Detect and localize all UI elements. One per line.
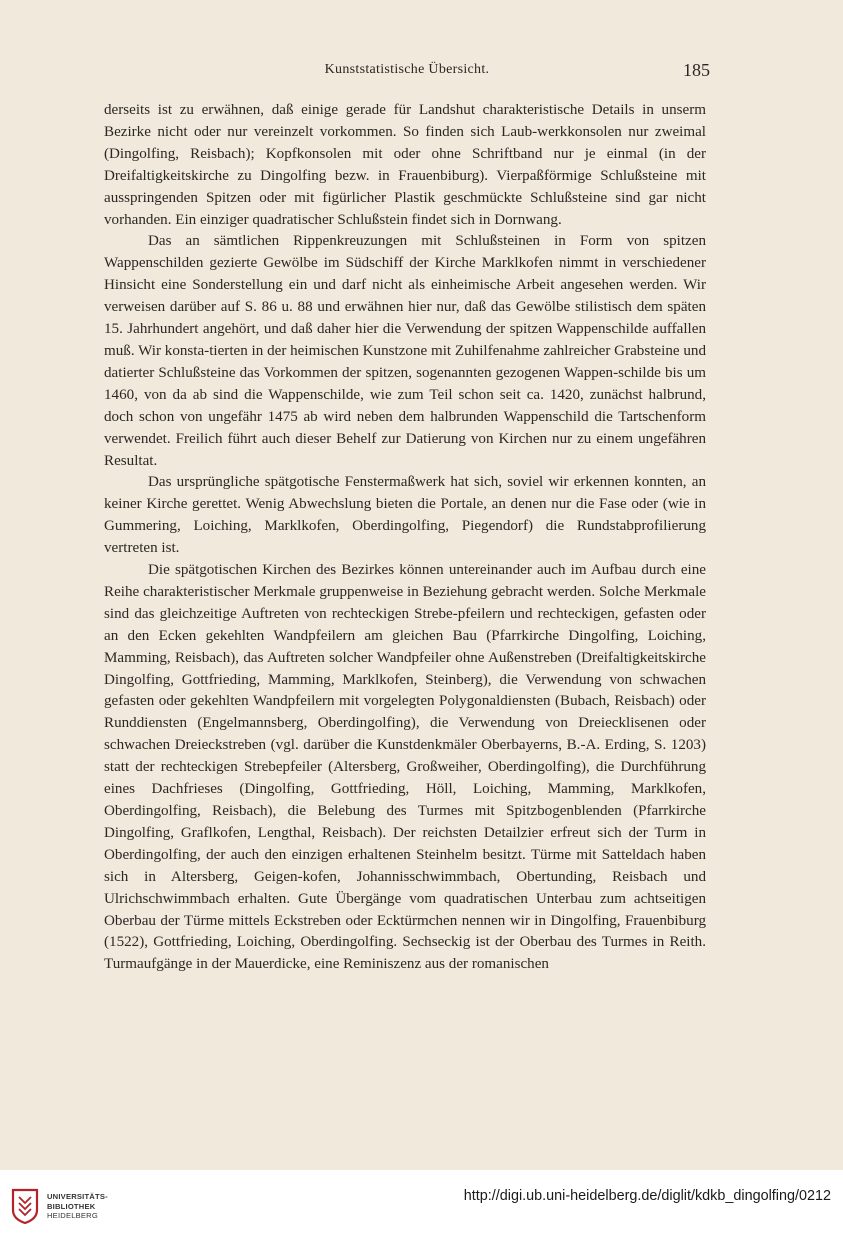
page-number: 185 — [683, 60, 710, 80]
footer-bar — [0, 1170, 843, 1241]
paragraph: Die spätgotischen Kirchen des Bezirkes können untereinander auch im Aufbau durch eine Reihe charakteristischer Merkmale gruppenweise in Beziehung gebracht werden. Solche Merkmale sind das gleichzeitige Auftreten von rechteckigen Strebe-pfeilern und rechteckigen, gefasten oder an den Ecken gekehlten Wandpfeilern am gleichen Bau (Pfarrkirche Dingolfing, Loiching, Mamming, Reisbach), das Auftreten solcher Wandpfeiler ohne Außenstreben (Dreifaltigkeitskirche Dingolfing, Gottfrieding, Mamming, Marklkofen, Steinberg), die Verwendung von schwachen gefasten oder gekehlten Wandpfeilern mit vorgelegten Polygonaldiensten (Bubach, Reisbach) oder Runddiensten (Engelmannsberg, Oberdingolfing), die Verwendung von Dreiecklisenen oder schwachen Dreieckstreben (vgl. darüber die Kunstdenkmäler Oberbayerns, B.-A. Erding, S. 1203) statt der rechteckigen Strebepfeiler (Altersberg, Großweiher, Oberdingolfing), die Durchführung eines Dachfrieses (Dingolfing, Gottfrieding, Höll, Loiching, Mamming, Marklkofen, Oberdingolfing, Reisbach), die Belebung des Turmes mit Spitzbogenblenden (Pfarrkirche Dingolfing, Graflkofen, Lengthal, Reisbach). Der reichsten Detailzier erfreut sich der Turm in Oberdingolfing, der auch den einzigen erhaltenen Steinhelm besitzt. Türme mit Satteldach haben sich in Altersberg, Geigen-kofen, Johannisschwimmbach, Obertunding, Reisbach und Ulrichschwimmbach erhalten. Gute Übergänge vom quadratischen Unterbau zum achtseitigen Oberbau der Türme mittels Eckstreben oder Ecktürmchen nennen wir in Dingolfing, Frauenbiburg (1522), Gottfrieding, Loiching, Oberdingolfing. Sechseckig ist der Oberbau des Turmes in Reith. Turmaufgänge in der Mauerdicke, eine Reminiszenz aus der romanischen — [104, 562, 706, 973]
paragraph: Das an sämtlichen Rippenkreuzungen mit Schlußsteinen in Form von spitzen Wappenschilden gezierte Gewölbe im Südschiff der Kirche Marklkofen nimmt in verschiedener Hinsicht eine Sonderstellung ein und darf nicht als einheimische Arbeit angesehen werden. Wir verweisen darüber auf S. 86 u. 88 und erwähnen hier nur, daß das Gewölbe stilistisch dem späten 15. Jahrhundert angehört, und daß daher hier die Verwendung der spitzen Wappenschilde auffallen muß. Wir konsta-tierten in der heimischen Kunstzone mit Zuhilfenahme zahlreicher Grabsteine und datierter Schlußsteine das Vorkommen der spitzen, sogenannten gezogenen Wappen-schilde bis um 1460, von da ab sind die Wappenschilde, wie zum Teil schon seit ca. 1420, zunächst halbrund, doch schon von ungefähr 1475 ab wird neben dem halbrunden Wappenschild die Tartschenform verwendet. Freilich führt auch dieser Behelf zur Datierung von Kirchen nur zu einem ungefähren Resultat. — [104, 233, 706, 469]
source-url[interactable]: http://digi.ub.uni-heidelberg.de/diglit/kdkb_dingolfing/0212 — [463, 1188, 831, 1204]
body-text — [104, 100, 706, 976]
logo-line-1: UNIVERSITÄTS- — [47, 1192, 108, 1201]
paragraph: derseits ist zu erwähnen, daß einige gerade für Landshut charakteristische Details in unserm Bezirke nicht oder nur vereinzelt vorkommen. So finden sich Laub-werkkonsolen nur zweimal (Dingolfing, Reisbach); Kopfkonsolen mit oder ohne Schriftband nur je einmal (in der Dreifaltigkeitskirche zu Dingolfing bezw. in Frauenbiburg). Vierpaßförmige Schlußsteine mit ausspringenden Spitzen oder mit figürlicher Plastik geschmückte Schlußsteine sind gar nicht vorhanden. Ein einziger quadratischer Schlußstein findet sich in Dornwang. — [104, 102, 706, 228]
logo-line-3: HEIDELBERG — [47, 1211, 98, 1220]
logo-text — [47, 1192, 108, 1221]
logo-line-2: BIBLIOTHEK — [47, 1201, 96, 1211]
running-title: Kunststatistische Übersicht. — [324, 62, 490, 77]
paragraph: Das ursprüngliche spätgotische Fenstermaßwerk hat sich, soviel wir erkennen konnten, an keiner Kirche gerettet. Wenig Abwechslung bieten die Portale, an denen nur die Fase oder (wie in Gummering, Loiching, Marklkofen, Oberdingolfing, Piegendorf) die Rundstabprofilierung vertreten ist. — [104, 474, 706, 557]
library-logo[interactable] — [10, 1184, 120, 1228]
page-header — [104, 60, 710, 84]
library-seal-icon — [10, 1188, 40, 1224]
